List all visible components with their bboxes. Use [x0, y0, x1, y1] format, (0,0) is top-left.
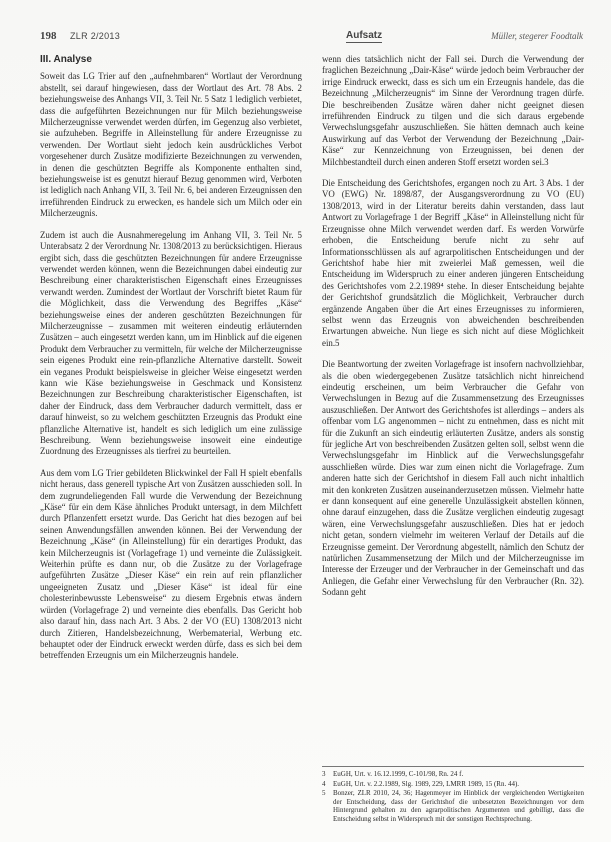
page-header — [40, 30, 583, 44]
paragraph: wenn dies tatsächlich nicht der Fall sei. Durch die Verwendung der fraglichen Bezeichnung „Dair-Käse“ würde jedoch beim Verbraucher der irrige Eindruck erweckt, dass es sich um ein Erzeugnis handele, das die Bezeichnung „Milcherzeugnis“ im Sinne der Verordnung tragen dürfe. Die beschreibenden Zusätze wären daher nicht geeignet diesen irreführenden Eindruck zu tilgen und die sich daraus ergebende Verwechslungsgefahr auszuschließen. Sie hätten demnach auch keine Auswirkung auf das Verbot der Verwendung der Bezeichnung „Dair-Käse“ zur Kennzeichnung von Erzeugnissen, bei denen der Milchbestandteil durch einen anderen Stoff ersetzt worden sei.3 — [322, 54, 584, 167]
page-number: 198 — [40, 30, 57, 42]
footnote-text: EuGH, Urt. v. 16.12.1999, C-101/98, Rn. 24 f. — [333, 770, 464, 778]
footnote-number: 3 — [322, 770, 326, 778]
section-label: Aufsatz — [346, 30, 383, 41]
left-column — [40, 54, 302, 672]
footnote-text: EuGH, Urt. v. 2.2.1989, Slg. 1989, 229, LMRR 1989, 15 (Rn. 44). — [333, 779, 520, 788]
footnotes — [322, 766, 584, 825]
footnote — [322, 770, 584, 779]
paragraph: Die Beantwortung der zweiten Vorlagefrage ist insofern nachvollziehbar, als die oben wiedergegebenen Zusätze tatsächlich nicht hinreichend eindeutig erscheinen, um beim Verbraucher die Gefahr von Verwechslungen in Bezug auf die Zusammensetzung des Erzeugnisses auszuschließen. Der Antwort des Gerichtshofes ist allerdings – anders als offenbar vom LG angenommen – nicht zu entnehmen, dass es nicht mit für die Zukunft an sich eindeutig erläuterten Zusätze, anders als sonstig für jegliche Art von beschreibenden Zusätzen gelten soll, selbst wenn die Verwechslungsgefahr im Hinblick auf die Verwechslungsgefahr ausschließen würde. Dies war zum einen nicht die Vorlagefrage. Zum anderen hatte sich der Gerichtshof in diesem Fall auch nicht inhaltlich mit den konkreten Zusätzen auseinanderzusetzen müssen. Vielmehr hatte er dann konsequent auf eine generelle Unzulässigkeit abstellen können, ohne darauf einzugehen, dass die Zusätze verglichen eindeutig zugesagt wären, eine Verwechslungsgefahr auszuschließen. Dies hat er jedoch nicht getan, sondern vielmehr im weiteren Verlauf der Details auf die Erzeugnisse gemeint. Der Verordnung abgestellt, nämlich den Schutz der natürlichen Zusammensetzung der Milch und der Milcherzeugnisse im Interesse der Erzeuger und der Verbraucher in der Gemeinschaft und das Anliegen, die Gefahr einer Verwechslung für den Verbraucher (Rn. 32). Sodann geht — [322, 359, 584, 598]
section-heading: III. Analyse — [40, 54, 92, 65]
paragraph: Aus dem vom LG Trier gebildeten Blickwinkel der Fall H spielt ebenfalls nicht heraus, dass generell typische Art von Zusätzen ausschieden soll. In dem zugrundeliegenden Fall wurde die Verwendung der Bezeichnung „Käse“ für ein dem Käse ähnliches Produkt untersagt, in dem Milchfett durch Pflanzenfett ersetzt wurde. Das Gericht hat dies bezogen auf bei seinen Anwendungsfällen anwenden können. Bei der Verwendung der Bezeichnung „Käse“ (in Alleinstellung) für ein derartiges Produkt, das kein Milcherzeugnis ist (Vorlagefrage 1) und verneinte die Zulässigkeit. Weiterhin prüfte es dann nur, ob die Zusätze zu der Vorlagefrage aufgeführten Zusätze „Dieser Käse“ ein rein auf rein pflanzlicher ungeeigneten Zusatz und „Dieser Käse“ ist ideal für eine cholesterinbewusste Lebensweise“ zu diesem Ergebnis etwas ändern würden (Vorlagefrage 2) und verneinte dies ebenfalls. Das Gericht hob also darauf hin, dass nach Art. 3 Abs. 2 der VO (EU) 1308/2013 nicht durch Zitieren, Handelsbezeichnung, Werbematerial, Werbung etc. behauptet oder der Eindruck erweckt werden dürfe, dass es sich bei dem betreffenden Erzeugnis um ein Milcherzeugnis handele. — [40, 467, 303, 661]
footnote — [322, 789, 584, 823]
running-author: Müller, stegerer Foodtalk — [491, 31, 583, 41]
paragraph: Soweit das LG Trier auf den „aufnehmbaren“ Wortlaut der Verordnung abstellt, sei darauf hingewiesen, dass der Wortlaut des Art. 78 Abs. 2 beziehungsweise des Anhangs VII, 3. Teil Nr. 5 Satz 1 lediglich verbietet, dass die aufgeführten Bezeichnungen nur für Milch beziehungsweise Milcherzeugnisse verwendet werden dürfen, im Gegenzug also verbietet, sie aufzuheben. Begriffe in Alleinstellung für andere Erzeugnisse zu verwenden. Der Wortlaut sieht jedoch kein ausdrückliches Verbot vorgesehener durch Zusätze modifizierte Bezeichnungen zu verwenden, in denen die geschützten Begriffe als Komponente enthalten sind, beziehungsweise ist es genutzt hierauf Bezug genommen wird, Verboten ist lediglich nach Anhang VII, 3. Teil Nr. 6, bei anderen Erzeugnissen den irreführenden Eindruck zu erwecken, es handele sich um Milch oder ein Milcherzeugnis. — [40, 71, 302, 219]
footnote-text: Bonzer, ZLR 2010, 24, 36; Hagenmeyer im Hinblick der vergleichenden Wertigkeiten der Entscheidung, dass der Gerichtshof die unbesetzten Bezeichnungen vor dem Hintergrund gehalten zu den agrarpolitischen Argumenten und gebilligt, dass die Entscheidung selbst in Widerspruch mit der sonstigen Rechtsprechung. — [333, 789, 584, 823]
footnote-number: 5 — [322, 789, 326, 798]
paragraph: Zudem ist auch die Ausnahmeregelung im Anhang VII, 3. Teil Nr. 5 Unterabsatz 2 der Verordnung Nr. 1308/2013 zu berücksichtigen. Hieraus ergibt sich, dass die geschützten Bezeichnungen für andere Erzeugnisse verwendet werden können, wenn die Bezeichnungen dabei eindeutig zur Beschreibung einer charakteristischen Eigenschaft eines Erzeugnisses verwandt werden. Zumindest der Wortlaut der Vorschrift bietet Raum für die Möglichkeit, dass die Verwendung des Begriffes „Käse“ beziehungsweise eines der anderen geschützten Bezeichnungen für Milcherzeugnisse – zusammen mit weiteren eindeutig erläuternden Zusätzen – auch eingesetzt werden kann, um im Hinblick auf die eigenen Produkt dem Verbraucher zu vermitteln, für welche der Milcherzeugnisse sein eigenes Produkt eine rein-pflanzliche Alternative darstellt. Soweit ein veganes Produkt beispielsweise in gleicher Weise eingesetzt werden kann wie Käse beziehungsweise in Geschmack und Konsistenz Bezeichnungen zur Beschreibung charakteristischer Eigenschaften, ist daher der Eindruck, dass dem Verbraucher dadurch vermittelt, dass er darauf hinweist, so zu welchem geschützten Erzeugnis das Produkt eine pflanzliche Alternative ist, handelt es sich lediglich um eine zulässige Beschreibung. Wenn beziehungsweise insoweit eine eindeutige Zuordnung des Erzeugnisses als tierfrei zu beurteilen. — [40, 229, 302, 457]
right-column — [322, 54, 584, 609]
footnote-number: 4 — [322, 779, 326, 788]
footnote — [322, 780, 584, 789]
journal-name: ZLR 2/2013 — [70, 31, 121, 41]
paragraph: Die Entscheidung des Gerichtshofes, ergangen noch zu Art. 3 Abs. 1 der VO (EWG) Nr. 1898/87, der Ausgangsverordnung zu VO (EU) 1308/2013, wird in der Literatur bereits dahin verstanden, dass laut Antwort zu Vorlagefrage 1 der Begriff „Käse“ in Alleinstellung nicht für Erzeugnisse ohne Milch verwendet werden darf. Es werden Vorwürfe erhoben, die Entscheidung berufe nicht zu sehr auf Informationsschlüssen als auf agrarpolitischen Entscheidungen und der Gerichtshof habe hier mit zweierlei Maß gemessen, weil die Entscheidung im Widerspruch zu einer anderen jüngeren Entscheidung des Gerichtshofes vom 2.2.1989⁴ stehe. In dieser Entscheidung bejahte der Gerichtshof grundsätzlich die Möglichkeit, Verbraucher durch ergänzende Angaben über die Art eines Erzeugnisses zu informieren, selbst wenn das Erzeugnis von abweichenden beschreibenden Erwartungen abweiche. Nun liege es sich nicht auf diese Möglichkeit ein.5 — [322, 178, 584, 348]
